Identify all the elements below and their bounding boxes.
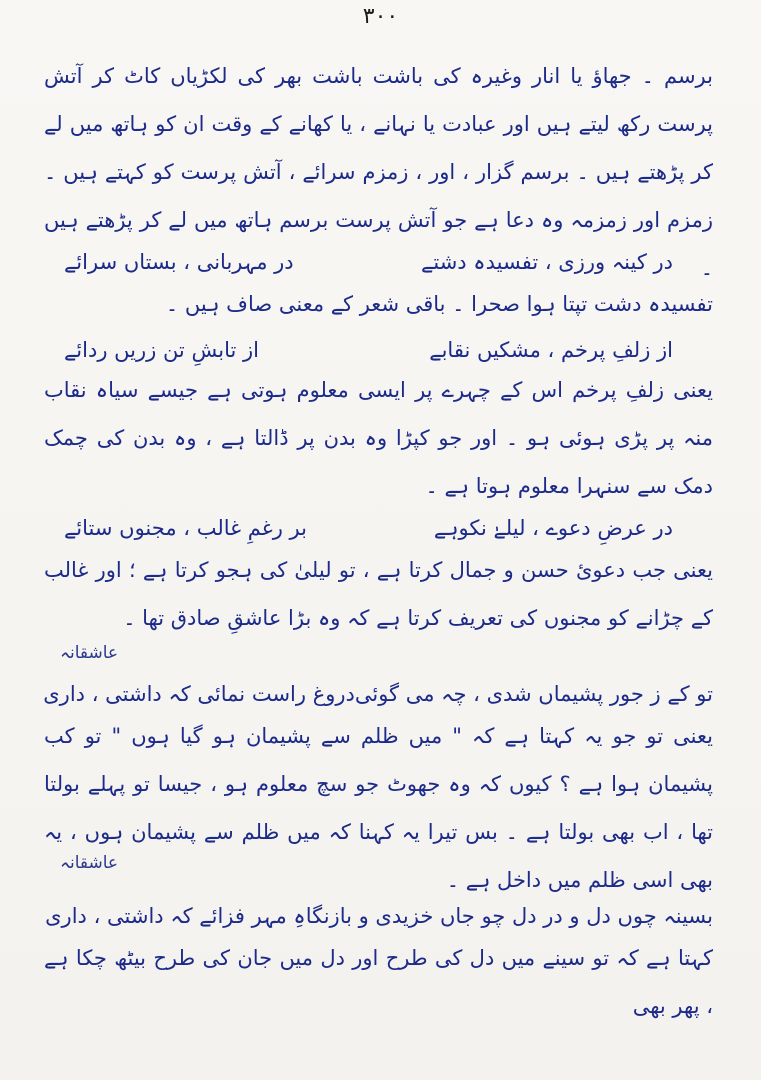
paragraph-6 [44,934,713,1030]
section-heading: عاشقانہ [60,853,119,873]
page-number: ۳۰۰ [362,4,399,29]
verse-hemistich: بر رغمِ غالب ، مجنوں ستائے [64,516,307,540]
verse-hemistich: در عرضِ دعوے ، لیلےٰ نکوہے [433,516,673,540]
verse-1 [44,240,713,284]
paragraph-3 [44,366,713,510]
verse-hemistich: دروغ راست نمائی کہ داشتی ، داری [43,682,355,706]
paragraph-text: تفسیدہ دشت تپتا ہوا صحرا ۔ باقی شعر کے معنی صاف ہیں ۔ [165,292,713,316]
verse-5 [44,894,713,938]
verse-hemistich: از تابشِ تن زریں ردائے [64,338,259,362]
paragraph-4 [44,546,713,642]
verse-hemistich: از زلفِ پرخم ، مشکیں نقابے [429,338,673,362]
paragraph-text: یعنی جب دعویٔ حسن و جمال کرتا ہے ، تو لیلیٰ کی ہجو کرتا ہے ؛ اور غالب کے چڑانے کو مجنوں کی تعریف کرتا ہے کہ وہ بڑا عاشقِ صادق تھا ۔ [44,558,713,630]
section-heading: عاشقانہ [60,643,119,663]
verse-hemistich: در مہربانی ، بستاں سرائے [64,250,294,274]
paragraph-text: یعنی تو جو یہ کہتا ہے کہ " میں ظلم سے پشیمان ہو گیا ہوں " تو کب پشیمان ہوا ہے ؟ کیوں کہ وہ جھوٹ جو سچ معلوم ہو ، جیسا تو پہلے بولتا تھا ، اب بھی بولتا ہے ۔ بس تیرا یہ کہنا کہ میں ظلم سے پشیمان ہوں ، یہ بھی اسی ظلم میں داخل ہے ۔ [44,724,713,892]
verse-hemistich: تو کے ز جور پشیماں شدی ، چہ می گوئی [354,682,713,706]
verse-4 [44,672,713,716]
paragraph-2 [44,280,713,328]
paragraph-5 [44,712,713,904]
verse-hemistich: در کینہ ورزی ، تفسیدہ دشتے [421,250,673,274]
paragraph-text: کہتا ہے کہ تو سینے میں دل کی طرح اور دل میں جان کی طرح بیٹھ چکا ہے ، پھر بھی [44,946,713,1018]
verse-hemistich: نگاہِ مہر فزائے کہ داشتی ، داری [45,904,330,928]
paragraph-text: یعنی زلفِ پرخم اس کے چہرے پر ایسی معلوم ہوتی ہے جیسے سیاہ نقاب منہ پر پڑی ہوئی ہو ۔ اور جو کپڑا وہ بدن پر ڈالتا ہے ، وہ بدن کی چمک دمک سے سنہرا معلوم ہوتا ہے ۔ [44,378,713,498]
verse-hemistich: بسینہ چوں دل و در دل چو جاں خزیدی و باز [329,904,713,928]
verse-3 [44,506,713,550]
paragraph-text: برسم ۔ جھاؤ یا انار وغیرہ کی باشت باشت بھر کی لکڑیاں کاٹ کر آتش پرست رکھ لیتے ہیں اور عبادت یا نہانے ، یا کھانے کے وقت ان کو ہاتھ میں لے کر پڑھتے ہیں ۔ برسم گزار ، اور ، زمزم سرائے ، آتش پرست کو کہتے ہیں ۔ زمزم اور زمزمہ وہ دعا ہے جو آتش پرست برسم ہاتھ میں لے کر پڑھتے ہیں ۔ [44,64,713,280]
